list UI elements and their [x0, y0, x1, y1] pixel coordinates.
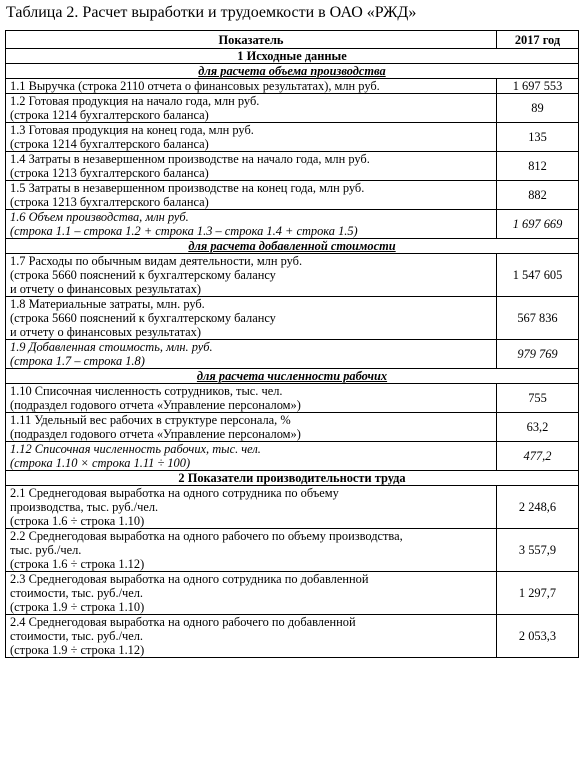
table-row — [6, 254, 579, 297]
indicator-cell — [6, 486, 497, 529]
indicator-line: (строка 1213 бухгалтерского баланса) — [10, 166, 209, 180]
indicator-cell — [6, 79, 497, 94]
subsection-row — [6, 64, 579, 79]
indicator-cell — [6, 123, 497, 152]
indicator-cell — [6, 384, 497, 413]
indicator-cell — [6, 442, 497, 471]
indicator-cell — [6, 529, 497, 572]
indicator-cell — [6, 94, 497, 123]
value-cell: 2 248,6 — [497, 486, 579, 529]
indicator-line: (подраздел годового отчета «Управление персоналом») — [10, 427, 301, 441]
subsection-title — [6, 369, 579, 384]
indicator-cell — [6, 340, 497, 369]
value-cell: 477,2 — [497, 442, 579, 471]
indicator-cell — [6, 254, 497, 297]
subsection-row — [6, 239, 579, 254]
indicator-line: тыс. руб./чел. — [10, 543, 82, 557]
indicator-line: и отчету о финансовых результатах) — [10, 325, 201, 339]
header-row — [6, 31, 579, 49]
table-row — [6, 152, 579, 181]
section-row — [6, 49, 579, 64]
indicator-line: стоимости, тыс. руб./чел. — [10, 629, 144, 643]
subsection-row — [6, 369, 579, 384]
table-row — [6, 79, 579, 94]
section-title — [6, 49, 579, 64]
indicator-line: 1.10 Списочная численность сотрудников, тыс. чел. — [10, 384, 283, 398]
value-cell: 3 557,9 — [497, 529, 579, 572]
indicator-line: (строка 1213 бухгалтерского баланса) — [10, 195, 209, 209]
indicator-line: (строка 1.10 × строка 1.11 ÷ 100) — [10, 456, 191, 470]
indicator-line: 1.1 Выручка (строка 2110 отчета о финансовых результатах), млн руб. — [10, 79, 380, 93]
indicator-line: (строка 5660 пояснений к бухгалтерскому балансу — [10, 311, 276, 325]
indicator-line: (строка 1.7 – строка 1.8) — [10, 354, 145, 368]
data-table — [5, 30, 579, 658]
indicator-line: (строка 1.6 ÷ строка 1.10) — [10, 514, 145, 528]
indicator-line: (подраздел годового отчета «Управление персоналом») — [10, 398, 301, 412]
table-title: Таблица 2. Расчет выработки и трудоемкости в ОАО «РЖД» — [6, 4, 417, 21]
value-cell: 979 769 — [497, 340, 579, 369]
table-row — [6, 486, 579, 529]
indicator-line: 1.9 Добавленная стоимость, млн. руб. — [10, 340, 213, 354]
value-cell: 1 697 553 — [497, 79, 579, 94]
section-title — [6, 471, 579, 486]
table-row — [6, 442, 579, 471]
table-row — [6, 210, 579, 239]
indicator-line: (строка 1214 бухгалтерского баланса) — [10, 108, 209, 122]
indicator-line: (строка 1.6 ÷ строка 1.12) — [10, 557, 145, 571]
indicator-line: 2.3 Среднегодовая выработка на одного сотрудника по добавленной — [10, 572, 369, 586]
section-text: 2 Показатели производительности труда — [178, 471, 406, 485]
indicator-line: (строка 1.9 ÷ строка 1.10) — [10, 600, 145, 614]
indicator-line: (строка 1.1 – строка 1.2 + строка 1.3 – строка 1.4 + строка 1.5) — [10, 224, 358, 238]
indicator-line: (строка 1.9 ÷ строка 1.12) — [10, 643, 145, 657]
indicator-line: 1.7 Расходы по обычным видам деятельности, млн руб. — [10, 254, 303, 268]
indicator-cell — [6, 615, 497, 658]
table-row — [6, 572, 579, 615]
indicator-line: 2.4 Среднегодовая выработка на одного рабочего по добавленной — [10, 615, 356, 629]
table-row — [6, 529, 579, 572]
table-body — [6, 49, 579, 658]
indicator-cell — [6, 413, 497, 442]
value-cell: 135 — [497, 123, 579, 152]
indicator-line: стоимости, тыс. руб./чел. — [10, 586, 144, 600]
indicator-line: 1.4 Затраты в незавершенном производстве на начало года, млн руб. — [10, 152, 370, 166]
indicator-line: (строка 1214 бухгалтерского баланса) — [10, 137, 209, 151]
indicator-line: 1.2 Готовая продукция на начало года, млн руб. — [10, 94, 260, 108]
table-row — [6, 340, 579, 369]
indicator-line: 1.11 Удельный вес рабочих в структуре персонала, % — [10, 413, 291, 427]
subsection-text: для расчета численности рабочих — [196, 369, 388, 383]
indicator-cell — [6, 572, 497, 615]
indicator-line: и отчету о финансовых результатах) — [10, 282, 201, 296]
value-cell: 1 547 605 — [497, 254, 579, 297]
table-row — [6, 384, 579, 413]
value-cell: 755 — [497, 384, 579, 413]
indicator-cell — [6, 181, 497, 210]
subsection-text: для расчета объема производства — [198, 64, 386, 78]
year-header: 2017 год — [497, 31, 579, 49]
table-row — [6, 123, 579, 152]
indicator-line: 1.3 Готовая продукция на конец года, млн руб. — [10, 123, 254, 137]
indicator-cell — [6, 297, 497, 340]
value-cell: 63,2 — [497, 413, 579, 442]
indicator-cell — [6, 152, 497, 181]
subsection-title — [6, 64, 579, 79]
value-cell: 812 — [497, 152, 579, 181]
indicator-line: (строка 5660 пояснений к бухгалтерскому балансу — [10, 268, 276, 282]
indicator-line: 1.6 Объем производства, млн руб. — [10, 210, 189, 224]
value-cell: 89 — [497, 94, 579, 123]
indicator-cell — [6, 210, 497, 239]
indicator-line: 1.12 Списочная численность рабочих, тыс. чел. — [10, 442, 261, 456]
indicator-line: производства, тыс. руб./чел. — [10, 500, 159, 514]
value-cell: 882 — [497, 181, 579, 210]
subsection-title — [6, 239, 579, 254]
subsection-text: для расчета добавленной стоимости — [188, 239, 396, 253]
indicator-line: 2.2 Среднегодовая выработка на одного рабочего по объему производства, — [10, 529, 403, 543]
section-text: 1 Исходные данные — [237, 49, 347, 63]
table-row — [6, 615, 579, 658]
indicator-line: 1.8 Материальные затраты, млн. руб. — [10, 297, 205, 311]
value-cell: 567 836 — [497, 297, 579, 340]
indicator-line: 2.1 Среднегодовая выработка на одного сотрудника по объему — [10, 486, 339, 500]
value-cell: 1 297,7 — [497, 572, 579, 615]
indicator-header: Показатель — [6, 31, 497, 49]
table-row — [6, 413, 579, 442]
table-row — [6, 181, 579, 210]
value-cell: 2 053,3 — [497, 615, 579, 658]
table-row — [6, 297, 579, 340]
indicator-line: 1.5 Затраты в незавершенном производстве на конец года, млн руб. — [10, 181, 365, 195]
value-cell: 1 697 669 — [497, 210, 579, 239]
table-header — [6, 31, 579, 49]
section-row — [6, 471, 579, 486]
table-row — [6, 94, 579, 123]
